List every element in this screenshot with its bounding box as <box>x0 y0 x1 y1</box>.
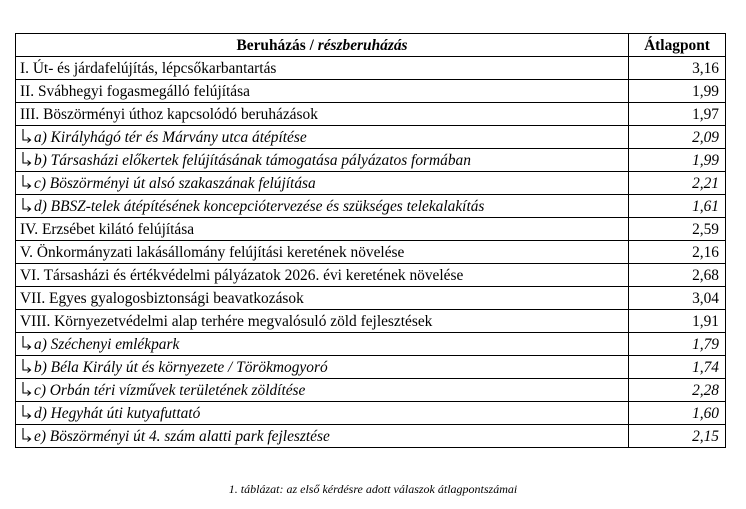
table-row <box>16 241 726 264</box>
row-label-text: e) Böszörményi út 4. szám alatti park fejlesztése <box>34 427 330 445</box>
row-label-text: c) Böszörményi út alsó szakaszának felújítása <box>34 174 316 192</box>
table-row <box>16 402 726 425</box>
project-label <box>16 80 629 103</box>
average-score-value: 1,74 <box>629 356 726 379</box>
row-label-text: I. Út- és járdafelújítás, lépcsőkarbantartás <box>20 59 277 77</box>
header-average-score: Átlagpont <box>629 34 726 57</box>
sub-project-label <box>16 379 629 402</box>
scores-table <box>15 33 726 448</box>
table-row <box>16 356 726 379</box>
average-score-value: 1,99 <box>629 149 726 172</box>
row-label-text: d) Hegyhát úti kutyafuttató <box>34 404 201 422</box>
average-score-value: 3,04 <box>629 287 726 310</box>
project-label <box>16 103 629 126</box>
average-score-value: 1,60 <box>629 402 726 425</box>
table-row <box>16 379 726 402</box>
row-label-text: III. Böszörményi úthoz kapcsolódó beruházások <box>20 105 318 123</box>
average-score-value: 1,99 <box>629 80 726 103</box>
average-score-value: 2,09 <box>629 126 726 149</box>
average-score-value: 1,97 <box>629 103 726 126</box>
project-label <box>16 218 629 241</box>
table-row <box>16 218 726 241</box>
row-label-text: c) Orbán téri vízművek területének zöldítése <box>34 381 306 399</box>
table-row <box>16 103 726 126</box>
table-row <box>16 287 726 310</box>
sub-project-label <box>16 195 629 218</box>
table-row <box>16 264 726 287</box>
table-row <box>16 310 726 333</box>
sub-project-label <box>16 172 629 195</box>
average-score-value: 2,15 <box>629 425 726 448</box>
average-score-value: 2,68 <box>629 264 726 287</box>
sub-project-label <box>16 149 629 172</box>
project-label <box>16 310 629 333</box>
table-row <box>16 80 726 103</box>
sub-project-label <box>16 333 629 356</box>
table-header-row <box>16 34 726 57</box>
average-score-value: 2,28 <box>629 379 726 402</box>
project-label <box>16 57 629 80</box>
average-score-value: 1,79 <box>629 333 726 356</box>
header-project <box>16 34 629 57</box>
table-row <box>16 333 726 356</box>
average-score-value: 2,16 <box>629 241 726 264</box>
table-row <box>16 57 726 80</box>
table-row <box>16 126 726 149</box>
header-project-main: Beruházás / <box>236 36 318 54</box>
sub-project-label <box>16 425 629 448</box>
row-label-text: b) Társasházi előkertek felújításának támogatása pályázatos formában <box>34 151 471 169</box>
row-label-text: b) Béla Király út és környezete / Törökmogyoró <box>34 358 328 376</box>
table-row <box>16 425 726 448</box>
project-label <box>16 241 629 264</box>
average-score-value: 1,61 <box>629 195 726 218</box>
average-score-value: 2,21 <box>629 172 726 195</box>
table-row <box>16 149 726 172</box>
row-label-text: IV. Erzsébet kilátó felújítása <box>20 220 195 238</box>
average-score-value: 1,91 <box>629 310 726 333</box>
row-label-text: II. Svábhegyi fogasmegálló felújítása <box>20 82 250 100</box>
sub-project-label <box>16 126 629 149</box>
row-label-text: a) Széchenyi emlékpark <box>34 335 180 353</box>
row-label-text: VII. Egyes gyalogosbiztonsági beavatkozások <box>20 289 304 307</box>
row-label-text: VI. Társasházi és értékvédelmi pályázatok 2026. évi keretének növelése <box>20 266 464 284</box>
sub-project-label <box>16 356 629 379</box>
project-label <box>16 264 629 287</box>
row-label-text: a) Királyhágó tér és Márvány utca átépítése <box>34 128 307 146</box>
row-label-text: V. Önkormányzati lakásállomány felújítási keretének növelése <box>20 243 405 261</box>
sub-project-label <box>16 402 629 425</box>
row-label-text: d) BBSZ-telek átépítésének koncepciótervezése és szükséges telekalakítás <box>34 197 485 215</box>
table-caption: 1. táblázat: az első kérdésre adott válaszok átlagpontszámai <box>228 482 518 496</box>
row-label-text: VIII. Környezetvédelmi alap terhére megvalósuló zöld fejlesztések <box>20 312 433 330</box>
project-label <box>16 287 629 310</box>
table-row <box>16 172 726 195</box>
table-body <box>16 57 726 448</box>
average-score-value: 2,59 <box>629 218 726 241</box>
average-score-value: 3,16 <box>629 57 726 80</box>
header-project-sub: részberuházás <box>317 36 408 54</box>
table-row <box>16 195 726 218</box>
